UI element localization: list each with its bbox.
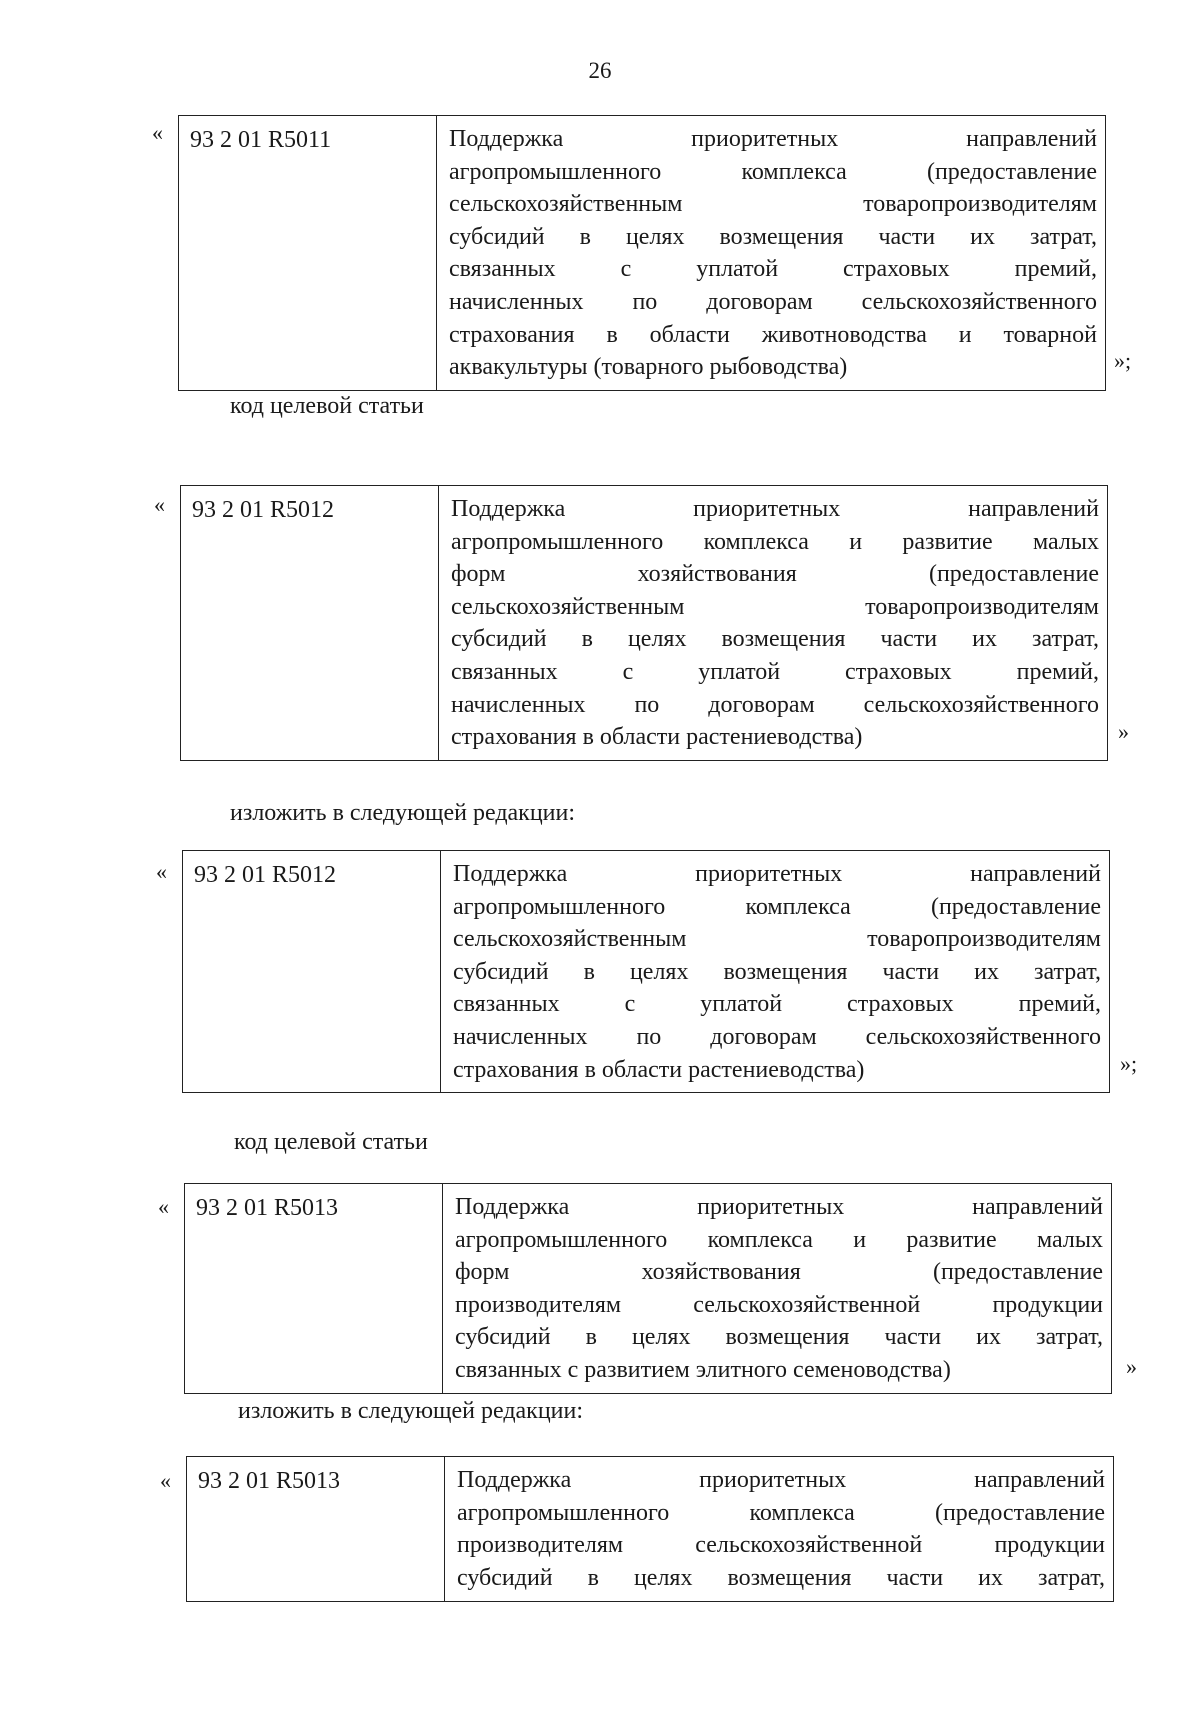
paragraph-target-code-1: код целевой статьи [230, 393, 424, 419]
closing-quote: » [1118, 719, 1129, 744]
description-line: начисленных по договорам сельскохозяйственного [453, 1023, 1101, 1050]
description-line: аквакультуры (товарного рыбоводства) [449, 354, 848, 381]
description-line: Поддержка приоритетных направлений [453, 861, 1101, 887]
description-line: агропромышленного комплекса и развитие малых [451, 528, 1099, 555]
closing-quote: »; [1114, 348, 1132, 373]
description-line: связанных с уплатой страховых премий, [451, 658, 1099, 685]
description-line: производителям сельскохозяйственной продукции [457, 1532, 1105, 1559]
paragraph-new-wording-2: изложить в следующей редакции: [238, 1398, 584, 1424]
description-cell [445, 1457, 1114, 1602]
description-line: страхования в области животноводства и товарной [449, 321, 1097, 348]
table-row [185, 1184, 1112, 1394]
opening-quote: « [152, 120, 163, 145]
target-code-cell: 93 2 01 R5013 [185, 1184, 443, 1394]
description-line: агропромышленного комплекса и развитие малых [455, 1226, 1103, 1253]
opening-quote: « [160, 1468, 171, 1493]
budget-code-table [180, 485, 1108, 761]
description-line: форм хозяйствования (предоставление [451, 561, 1099, 588]
opening-quote: « [156, 859, 167, 884]
budget-code-table [184, 1183, 1112, 1394]
description-line: субсидий в целях возмещения части их затрат, [457, 1564, 1105, 1591]
description-line: субсидий в целях возмещения части их затрат, [455, 1324, 1103, 1351]
description-line: Поддержка приоритетных направлений [457, 1467, 1105, 1493]
target-code-cell: 93 2 01 R5013 [187, 1457, 445, 1602]
target-code-cell: 93 2 01 R5011 [179, 116, 437, 391]
description-line: производителям сельскохозяйственной продукции [455, 1291, 1103, 1318]
description-line: форм хозяйствования (предоставление [455, 1259, 1103, 1286]
target-code-cell: 93 2 01 R5012 [183, 851, 441, 1093]
opening-quote: « [154, 492, 165, 517]
description-line: субсидий в целях возмещения части их затрат, [451, 626, 1099, 653]
description-line: субсидий в целях возмещения части их затрат, [449, 223, 1097, 250]
page-number: 26 [588, 58, 612, 83]
description-cell [437, 116, 1106, 391]
description-line: агропромышленного комплекса (предоставление [449, 158, 1097, 185]
description-line: связанных с развитием элитного семеноводства) [455, 1356, 951, 1383]
paragraph-new-wording-1: изложить в следующей редакции: [230, 800, 576, 826]
description-cell [441, 851, 1110, 1093]
description-line: Поддержка приоритетных направлений [455, 1194, 1103, 1220]
description-line: субсидий в целях возмещения части их затрат, [453, 958, 1101, 985]
description-line: сельскохозяйственным товаропроизводителям [451, 593, 1099, 620]
description-line: сельскохозяйственным товаропроизводителям [449, 191, 1097, 218]
description-line: Поддержка приоритетных направлений [449, 126, 1097, 152]
budget-code-table [182, 850, 1110, 1093]
target-code-cell: 93 2 01 R5012 [181, 486, 439, 761]
description-line: начисленных по договорам сельскохозяйственного [449, 288, 1097, 315]
table-row [183, 851, 1110, 1093]
description-line: агропромышленного комплекса (предоставление [453, 893, 1101, 920]
opening-quote: « [158, 1194, 169, 1219]
description-line: сельскохозяйственным товаропроизводителям [453, 926, 1101, 953]
description-line: страхования в области растениеводства) [453, 1056, 865, 1083]
closing-quote: » [1126, 1354, 1137, 1379]
description-cell [443, 1184, 1112, 1394]
description-line: страхования в области растениеводства) [451, 724, 863, 751]
table-row [181, 486, 1108, 761]
budget-code-table [186, 1456, 1114, 1602]
description-cell [439, 486, 1108, 761]
description-line: связанных с уплатой страховых премий, [453, 991, 1101, 1018]
description-line: связанных с уплатой страховых премий, [449, 256, 1097, 283]
closing-quote: »; [1120, 1051, 1138, 1076]
description-line: начисленных по договорам сельскохозяйственного [451, 691, 1099, 718]
description-line: агропромышленного комплекса (предоставление [457, 1499, 1105, 1526]
budget-code-table [178, 115, 1106, 391]
table-row [179, 116, 1106, 391]
description-line: Поддержка приоритетных направлений [451, 496, 1099, 522]
paragraph-target-code-2: код целевой статьи [234, 1129, 428, 1155]
table-row [187, 1457, 1114, 1602]
